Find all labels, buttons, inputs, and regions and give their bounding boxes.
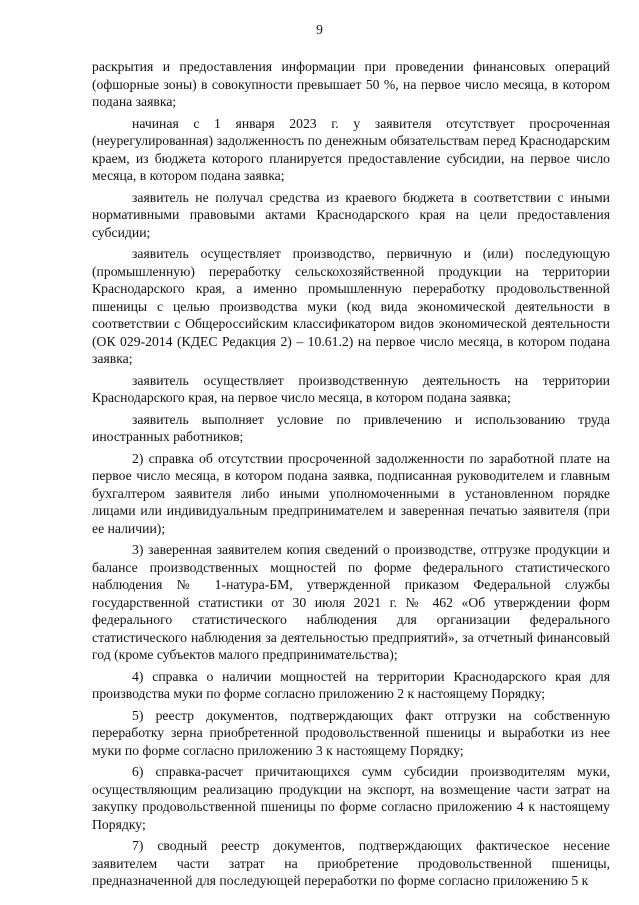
paragraph: начиная с 1 января 2023 г. у заявителя отсутствует просроченная (неурегулированная) задолженность по денежным обязательствам перед Краснодарским краем, из бюджета которого планируется предоставление субсидии, на первое число месяца, в котором подана заявка; [92, 115, 610, 183]
paragraph: заявитель осуществляет производство, первичную и (или) последующую (промышленную) переработку сельскохозяйственной продукции на территории Краснодарского края, а именно промышленную переработку продовольственной пшеницы с целью производства муки (код вида экономической деятельности в соответствии с Общероссийским классификатором видов экономической деятельности (ОК 029-2014 (КДЕС Редакция 2) – 10.61.2) на первое число месяца, в котором подана заявка; [92, 246, 610, 366]
paragraph: раскрытия и предоставления информации при проведении финансовых операций (офшорные зоны) в совокупности превышает 50 %, на первое число месяца, в котором подана заявка; [92, 59, 610, 109]
paragraph: 7) сводный реестр документов, подтверждающих фактическое несение заявителем части затрат на приобретение продовольственной пшеницы, предназначенной для последующей переработки по форме согласно приложению 5 к [92, 838, 610, 888]
paragraph: 4) справка о наличии мощностей на территории Краснодарского края для производства муки по форме согласно приложению 2 к настоящему Порядку; [92, 668, 610, 701]
paragraph: заявитель осуществляет производственную деятельность на территории Краснодарского края, на первое число месяца, в котором подана заявка; [92, 372, 610, 405]
page-number: 9 [316, 22, 323, 37]
paragraph: 2) справка об отсутствии просроченной задолженности по заработной плате на первое число месяца, в котором подана заявка, подписанная руководителем и главным бухгалтером заявителя либо иными уполномоченными в установленном порядке лицами или индивидуальным предпринимателем и заверенная печатью заявителя (при ее наличии); [92, 450, 610, 536]
paragraph: 3) заверенная заявителем копия сведений о производстве, отгрузке продукции и балансе производственных мощностей по форме федерального статистического наблюдения № 1-натура-БМ, утвержденной приказом Федеральной службы государственной статистики от 30 июля 2021 г. № 462 «Об утверждении форм федерального статистического наблюдения для организации федерального статистического наблюдения за деятельностью предприятий», за отчетный финансовый год (кроме субъектов малого предпринимательства); [92, 542, 610, 662]
paragraph: заявитель выполняет условие по привлечению и использованию труда иностранных работников; [92, 411, 610, 444]
paragraph: 5) реестр документов, подтверждающих факт отгрузки на собственную переработку зерна приобретенной продовольственной пшеницы и выработки из нее муки по форме согласно приложению 3 к настоящему Порядку; [92, 707, 610, 758]
document-body [92, 58, 610, 890]
paragraph: заявитель не получал средства из краевого бюджета в соответствии с иными нормативными правовыми актами Краснодарского края на цели предоставления субсидии; [92, 189, 610, 240]
paragraph: 6) справка-расчет причитающихся сумм субсидии производителям муки, осуществляющим реализацию продукции на экспорт, на возмещение части затрат на закупку продовольственной пшеницы по форме согласно приложению 4 к настоящему Порядку; [92, 764, 610, 832]
